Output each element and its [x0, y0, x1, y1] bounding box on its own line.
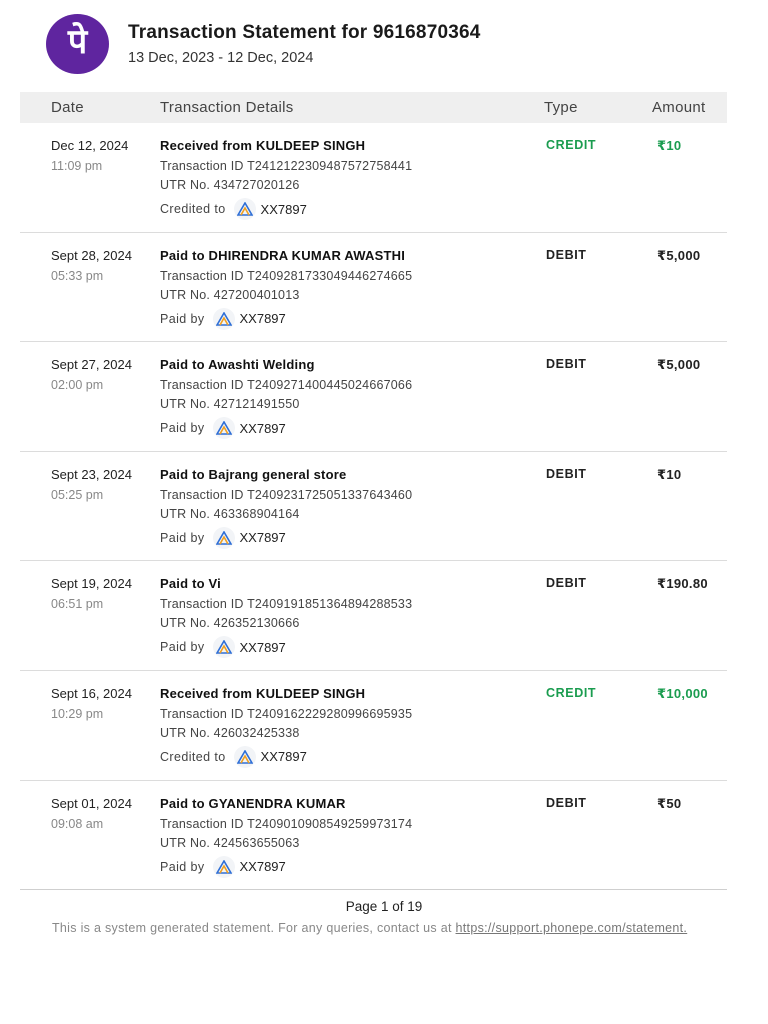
transaction-row [20, 452, 727, 562]
transaction-party: Received from KULDEEP SINGH [160, 685, 366, 701]
bank-logo-icon [213, 636, 235, 658]
transaction-amount: ₹190.80 [657, 576, 708, 592]
transaction-id: Transaction ID T2409271400445024667066 [160, 378, 413, 393]
account-label: Credited to [160, 202, 226, 216]
bank-logo-icon [234, 198, 256, 220]
transaction-id: Transaction ID T2409281733049446274665 [160, 268, 413, 283]
account-info [160, 746, 307, 768]
account-info [160, 198, 307, 220]
account-info [160, 308, 286, 330]
transaction-date: Sept 16, 2024 [51, 685, 132, 701]
utr-number: UTR No. 463368904164 [160, 506, 300, 521]
transaction-date: Dec 12, 2024 [51, 138, 129, 153]
transaction-amount: ₹5,000 [657, 247, 701, 263]
header-text [128, 22, 481, 66]
transaction-date: Sept 27, 2024 [51, 357, 132, 373]
bank-logo-icon [213, 417, 235, 439]
utr-number: UTR No. 427121491550 [160, 397, 300, 412]
account-label: Paid by [160, 859, 205, 874]
account-label: Paid by [160, 530, 205, 545]
transaction-party: Received from KULDEEP SINGH [160, 138, 366, 153]
transaction-time: 09:08 am [51, 816, 104, 831]
utr-number: UTR No. 427200401013 [160, 287, 300, 302]
page-number: Page 1 of 19 [345, 899, 423, 914]
account-number: XX7897 [239, 859, 286, 875]
account-info [160, 417, 286, 439]
transaction-party: Paid to Bajrang general store [160, 466, 347, 482]
column-header-details: Transaction Details [160, 99, 294, 116]
transaction-time: 05:25 pm [51, 487, 104, 502]
transaction-type: DEBIT [546, 795, 587, 810]
transaction-amount: ₹5,000 [657, 357, 701, 373]
transaction-time: 11:09 pm [51, 159, 103, 173]
footer-text: This is a system generated statement. For any queries, contact us at [52, 921, 456, 935]
statement-period: 13 Dec, 2023 - 12 Dec, 2024 [128, 50, 314, 66]
account-info [160, 527, 286, 549]
bank-logo-icon [213, 527, 235, 549]
transaction-amount: ₹10,000 [657, 685, 708, 701]
transaction-type: CREDIT [546, 685, 597, 700]
transaction-date: Sept 28, 2024 [51, 247, 132, 263]
transaction-id: Transaction ID T2409162229280996695935 [160, 706, 413, 721]
account-label: Paid by [160, 311, 205, 326]
transaction-date: Sept 01, 2024 [51, 795, 132, 811]
transaction-time: 06:51 pm [51, 597, 104, 612]
transaction-party: Paid to Vi [160, 576, 221, 592]
transaction-row [20, 561, 727, 671]
column-header-date: Date [51, 99, 84, 116]
transaction-type: DEBIT [546, 466, 587, 481]
account-label: Credited to [160, 749, 226, 764]
statement-title: Transaction Statement for 9616870364 [128, 22, 481, 43]
account-label: Paid by [160, 640, 205, 655]
account-number: XX7897 [260, 749, 307, 765]
transaction-amount: ₹10 [657, 138, 682, 153]
transaction-type: DEBIT [546, 576, 587, 591]
column-header-amount: Amount [652, 99, 706, 116]
logo-glyph: पे [67, 22, 88, 62]
utr-number: UTR No. 434727020126 [160, 178, 300, 192]
table-header [20, 92, 727, 123]
transaction-amount: ₹10 [657, 466, 682, 482]
bank-logo-icon [213, 856, 235, 878]
transaction-id: Transaction ID T2409231725051337643460 [160, 487, 413, 502]
support-link[interactable]: https://support.phonepe.com/statement. [455, 921, 688, 935]
transaction-amount: ₹50 [657, 795, 682, 811]
transaction-row [20, 233, 727, 343]
transaction-row [20, 123, 727, 233]
transaction-party: Paid to Awashti Welding [160, 357, 315, 373]
transaction-type: CREDIT [546, 138, 597, 152]
account-number: XX7897 [260, 201, 307, 217]
transaction-party: Paid to DHIRENDRA KUMAR AWASTHI [160, 247, 406, 263]
transaction-type: DEBIT [546, 247, 587, 262]
account-number: XX7897 [239, 639, 286, 655]
account-number: XX7897 [239, 420, 286, 436]
transaction-date: Sept 19, 2024 [51, 576, 132, 592]
bank-logo-icon [213, 308, 235, 330]
account-info [160, 856, 286, 878]
bank-logo-icon [234, 746, 256, 768]
transaction-list [20, 123, 727, 890]
utr-number: UTR No. 424563655063 [160, 835, 300, 850]
utr-number: UTR No. 426352130666 [160, 616, 300, 631]
transaction-time: 02:00 pm [51, 378, 104, 393]
account-number: XX7897 [239, 530, 286, 546]
transaction-row [20, 671, 727, 781]
utr-number: UTR No. 426032425338 [160, 725, 300, 740]
transaction-time: 05:33 pm [51, 268, 104, 283]
statement-header [46, 14, 481, 74]
transaction-id: Transaction ID T2412122309487572758441 [160, 159, 413, 173]
phonepe-logo-icon [46, 14, 109, 74]
account-number: XX7897 [239, 311, 286, 327]
transaction-id: Transaction ID T2409191851364894288533 [160, 597, 413, 612]
account-info [160, 636, 286, 658]
transaction-row [20, 342, 727, 452]
account-label: Paid by [160, 421, 205, 436]
column-header-type: Type [544, 99, 578, 116]
footer-note [52, 921, 687, 935]
transaction-party: Paid to GYANENDRA KUMAR [160, 795, 346, 811]
transaction-id: Transaction ID T2409010908549259973174 [160, 816, 413, 831]
transaction-type: DEBIT [546, 357, 587, 372]
transaction-time: 10:29 pm [51, 706, 104, 721]
transaction-date: Sept 23, 2024 [51, 466, 132, 482]
transaction-row [20, 781, 727, 891]
